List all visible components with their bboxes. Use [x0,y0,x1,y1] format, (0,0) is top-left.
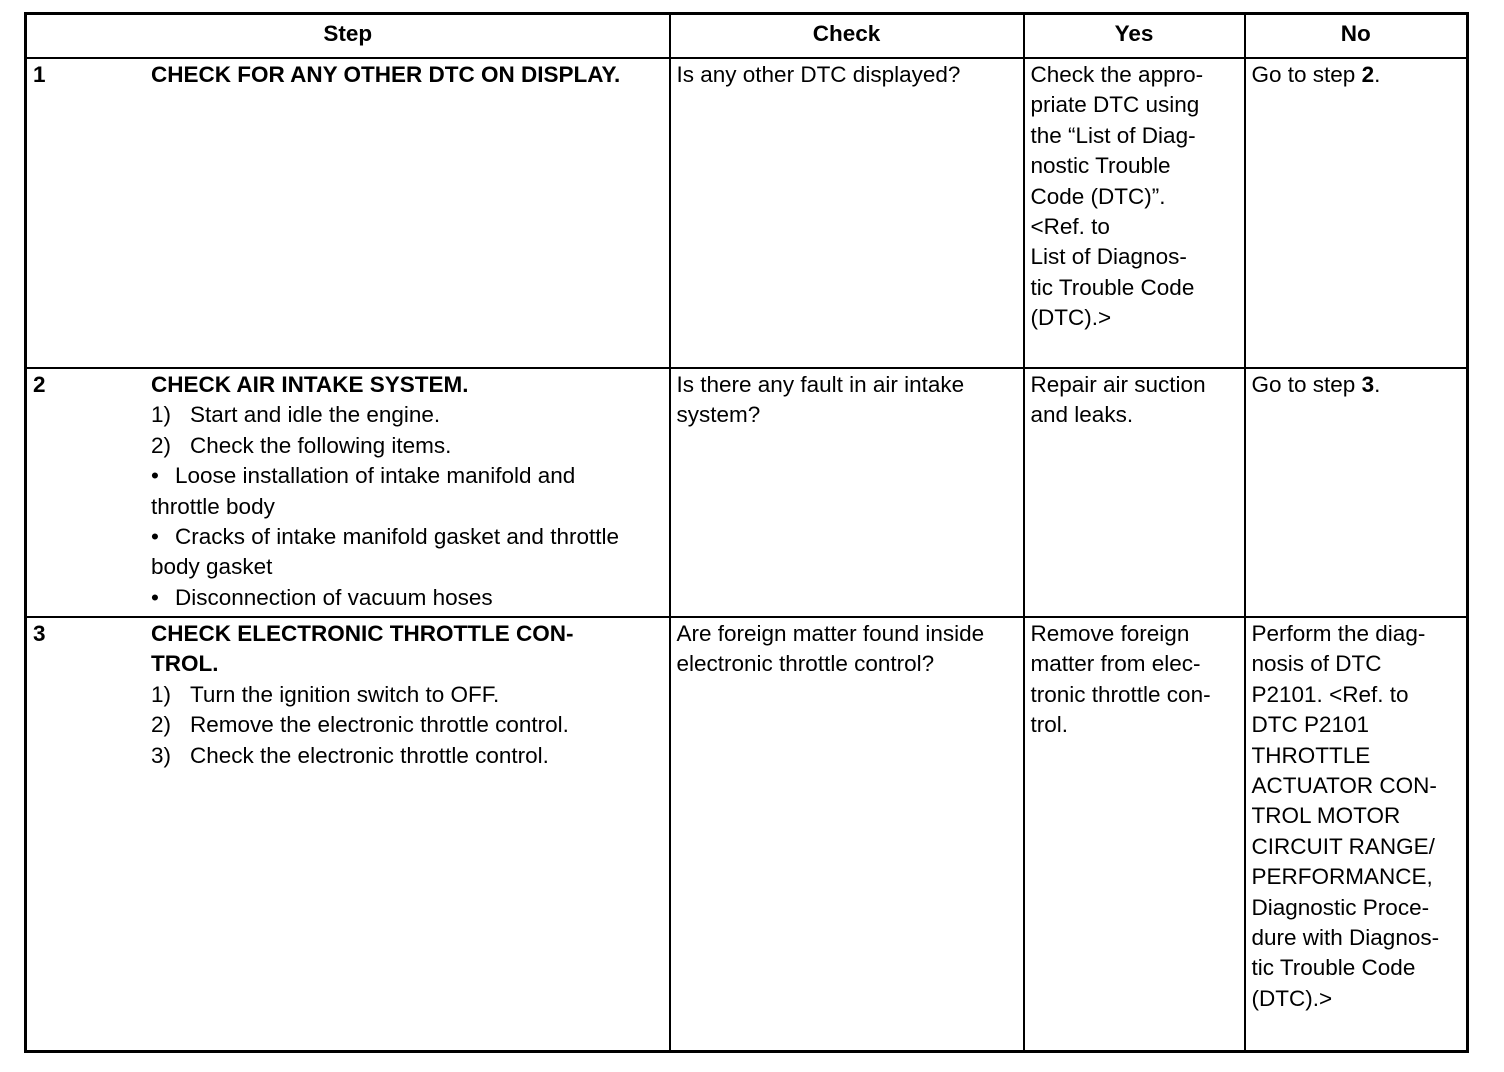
yes-link[interactable]: (DTC).> [1030,305,1112,331]
bullet-icon: • [151,524,159,550]
substep-number: 1) [151,402,172,428]
no-step-number: 2 [1361,62,1375,87]
no-suffix: . [1374,62,1381,87]
step-cell [26,368,670,617]
substep [151,400,663,430]
header-yes: Yes [1024,14,1245,59]
yes-link[interactable]: tic Trouble Code [1030,274,1195,300]
check-line: Is there any fault in air intake [676,372,965,397]
yes-cell [1024,368,1245,617]
bullet-text: Disconnection of vacuum hoses [175,584,493,610]
bullet-item [151,461,663,522]
no-text: Go to step [1251,372,1362,397]
bullet-icon: • [151,584,159,610]
substep [151,741,663,771]
substep-number: 2) [151,712,172,738]
yes-line: Code (DTC)”. [1030,183,1166,209]
no-link[interactable]: ACTUATOR CON- [1251,773,1437,799]
bullet-text-cont: throttle body [151,493,275,519]
yes-cell [1024,617,1245,1051]
yes-line: and leaks. [1030,402,1134,428]
substep-text: Remove the electronic throttle control. [190,712,569,738]
yes-line: trol. [1030,712,1069,738]
no-link[interactable]: Diagnostic Proce- [1251,894,1430,920]
no-cell [1245,368,1468,617]
check-cell [670,368,1024,617]
yes-line: nostic Trouble [1030,153,1171,179]
no-link[interactable]: THROTTLE [1251,742,1371,768]
bullet-item [151,583,663,613]
no-link[interactable]: DTC P2101 [1251,712,1370,738]
no-link[interactable]: CIRCUIT RANGE/ [1251,833,1435,859]
substep [151,680,663,710]
yes-line: Remove foreign [1030,621,1190,646]
no-line: P2101. <Ref. to [1251,681,1409,707]
header-check: Check [670,14,1024,59]
substep [151,710,663,740]
step-cell [26,617,670,1051]
header-step: Step [26,14,670,59]
yes-line: the “List of Diag- [1030,122,1196,148]
yes-line: matter from elec- [1030,651,1201,677]
step-number: 3 [33,621,46,646]
substep-text: Turn the ignition switch to OFF. [190,681,500,707]
no-step-number: 3 [1361,372,1375,397]
substep-text: Check the electronic throttle control. [190,742,549,768]
bullet-icon: • [151,463,159,489]
step-title-cont: TROL. [151,651,219,677]
step-title: CHECK ELECTRONIC THROTTLE CON- [151,621,574,646]
yes-link[interactable]: List of Diagnos- [1030,244,1187,270]
step-number: 1 [33,62,46,87]
bullet-text-cont: body gasket [151,554,273,580]
header-no: No [1245,14,1468,59]
step-title: CHECK FOR ANY OTHER DTC ON DISPLAY. [151,62,621,87]
no-cell [1245,58,1468,368]
check-text: Is any other DTC displayed? [676,62,961,87]
substep-text: Start and idle the engine. [190,402,441,428]
yes-line: priate DTC using [1030,92,1200,118]
yes-line: Check the appro- [1030,62,1204,87]
check-line: electronic throttle control? [676,651,935,677]
no-link[interactable]: tic Trouble Code [1251,955,1416,981]
no-suffix: . [1374,372,1381,397]
step-number: 2 [33,372,46,397]
substep [151,431,663,461]
no-link[interactable]: TROL MOTOR [1251,803,1401,829]
check-line: Are foreign matter found inside [676,621,985,646]
step-cell [26,58,670,368]
check-cell [670,58,1024,368]
no-link[interactable]: (DTC).> [1251,985,1333,1011]
substep-number: 3) [151,742,172,768]
check-line: system? [676,402,761,428]
step-title: CHECK AIR INTAKE SYSTEM. [151,372,469,397]
yes-cell [1024,58,1245,368]
check-cell [670,617,1024,1051]
substep-number: 1) [151,681,172,707]
no-cell [1245,617,1468,1051]
no-line: Perform the diag- [1251,621,1426,646]
header-row [26,14,1468,59]
yes-line: <Ref. to [1030,214,1110,240]
no-link[interactable]: PERFORMANCE, [1251,864,1433,890]
bullet-text: Cracks of intake manifold gasket and throttle [175,524,619,550]
bullet-text: Loose installation of intake manifold and [175,463,576,489]
bullet-item [151,522,663,583]
table-row [26,58,1468,368]
yes-line: Repair air suction [1030,372,1206,397]
table-row [26,368,1468,617]
substep-text: Check the following items. [190,432,452,458]
yes-line: tronic throttle con- [1030,681,1211,707]
no-line: nosis of DTC [1251,651,1382,677]
diagnostic-table [24,12,1469,1053]
substep-number: 2) [151,432,172,458]
no-text: Go to step [1251,62,1362,87]
no-link[interactable]: dure with Diagnos- [1251,925,1440,951]
table-row [26,617,1468,1051]
